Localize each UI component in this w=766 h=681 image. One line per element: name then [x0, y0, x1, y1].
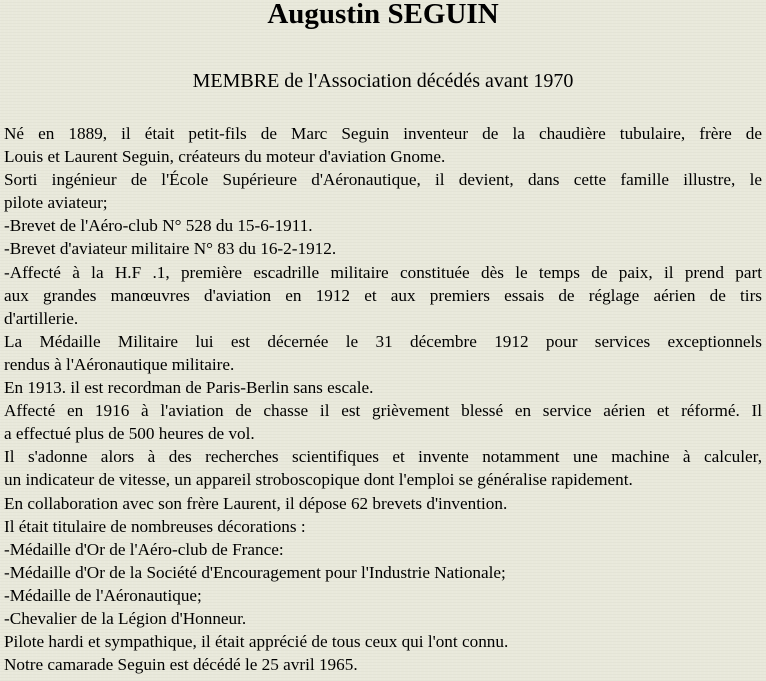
page-title: Augustin SEGUIN: [267, 0, 499, 30]
text-line: un indicateur de vitesse, un appareil stroboscopique dont l'emploi se généralise rapidement.: [4, 470, 633, 490]
text-line: Pilote hardi et sympathique, il était apprécié de tous ceux qui l'ont connu.: [4, 632, 509, 652]
text-line: pilote aviateur;: [4, 193, 108, 213]
text-line: Il s'adonne alors à des recherches scientifiques et invente notamment une machine à calculer,: [4, 447, 762, 467]
text-line: Louis et Laurent Seguin, créateurs du moteur d'aviation Gnome.: [4, 147, 446, 167]
page-subtitle: MEMBRE de l'Association décédés avant 1970: [192, 70, 574, 92]
text-line: d'artillerie.: [4, 308, 79, 328]
text-line: -Brevet de l'Aéro-club N° 528 du 15-6-1911.: [4, 216, 313, 236]
text-line: La Médaille Militaire lui est décernée le 31 décembre 1912 pour services exceptionnels: [4, 331, 762, 351]
text-line: En collaboration avec son frère Laurent, il dépose 62 brevets d'invention.: [4, 493, 508, 513]
text-line: aux grandes manœuvres d'aviation en 1912 et aux premiers essais de réglage aérien de tirs: [4, 285, 762, 305]
text-line: -Affecté à la H.F .1, première escadrille militaire constituée dès le temps de paix, il prend part: [4, 262, 762, 282]
text-line: Sorti ingénieur de l'École Supérieure d'Aéronautique, il devient, dans cette famille illustre, le: [4, 170, 762, 190]
text-line: -Médaille d'Or de la Société d'Encouragement pour l'Industrie Nationale;: [4, 562, 506, 582]
text-line: -Médaille d'Or de l'Aéro-club de France:: [4, 539, 284, 559]
text-line: Notre camarade Seguin est décédé le 25 avril 1965.: [4, 655, 358, 675]
biography-text: [4, 122, 766, 676]
text-line: rendus à l'Aéronautique militaire.: [4, 354, 235, 374]
text-line: Affecté en 1916 à l'aviation de chasse il est grièvement blessé en service aérien et réformé. Il: [4, 401, 762, 421]
text-line: Il était titulaire de nombreuses décorations :: [4, 516, 306, 536]
text-line: a effectué plus de 500 heures de vol.: [4, 424, 255, 444]
text-line: En 1913. il est recordman de Paris-Berlin sans escale.: [4, 378, 374, 398]
text-line: -Brevet d'aviateur militaire N° 83 du 16-2-1912.: [4, 239, 337, 259]
text-line: -Médaille de l'Aéronautique;: [4, 585, 202, 605]
text-line: -Chevalier de la Légion d'Honneur.: [4, 608, 247, 628]
text-line: Né en 1889, il était petit-fils de Marc Seguin inventeur de la chaudière tubulaire, frère de: [4, 124, 762, 143]
